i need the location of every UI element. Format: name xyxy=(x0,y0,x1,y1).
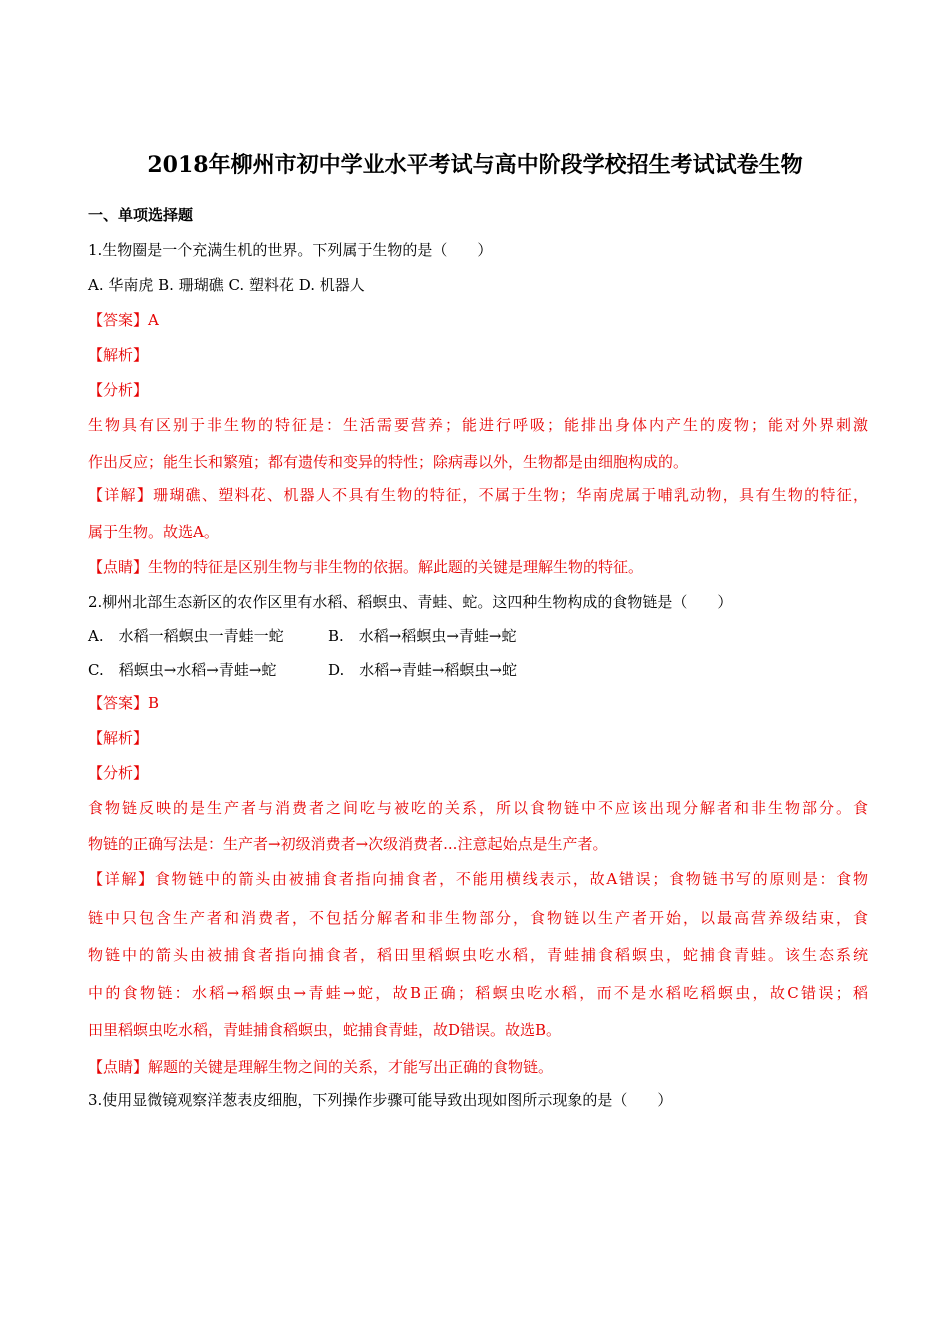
q2-option-b: B. 水稻→稻螟虫→青蛙→蛇 xyxy=(328,627,517,645)
q2-detail-line-2: 链中只包含生产者和消费者，不包括分解者和非生物部分，食物链以生产者开始，以最高营养级结束，食 xyxy=(88,909,868,927)
q2-detail-line-5: 田里稻螟虫吃水稻，青蛙捕食稻螟虫，蛇捕食青蛙，故D错误。故选B。 xyxy=(88,1021,562,1039)
q2-jiexi-label: 【解析】 xyxy=(88,729,149,747)
q2-analysis-line-2: 物链的正确写法是：生产者→初级消费者→次级消费者...注意起始点是生产者。 xyxy=(88,835,608,853)
q2-tip: 【点睛】解题的关键是理解生物之间的关系，才能写出正确的食物链。 xyxy=(88,1058,554,1076)
q2-detail-line-4: 中的食物链：水稻→稻螟虫→青蛙→蛇，故B正确；稻螟虫吃水稻，而不是水稻吃稻螟虫，故C错误；稻 xyxy=(88,984,868,1002)
q2-fenxi-label: 【分析】 xyxy=(88,764,149,782)
q2-answer: 【答案】B xyxy=(88,694,160,712)
q1-analysis-line-2: 作出反应；能生长和繁殖；都有遗传和变异的特性；除病毒以外，生物都是由细胞构成的。 xyxy=(88,453,689,471)
q1-detail-line-1: 【详解】珊瑚礁、塑料花、机器人不具有生物的特征，不属于生物；华南虎属于哺乳动物，具有生物的特征， xyxy=(88,486,868,504)
q1-tip: 【点睛】生物的特征是区别生物与非生物的依据。解此题的关键是理解生物的特征。 xyxy=(88,558,644,576)
q2-question: 2.柳州北部生态新区的农作区里有水稻、稻螟虫、青蛙、蛇。这四种生物构成的食物链是（ ） xyxy=(88,593,733,611)
q1-question: 1.生物圈是一个充满生机的世界。下列属于生物的是（ ） xyxy=(88,241,493,259)
q2-detail-line-1: 【详解】食物链中的箭头由被捕食者指向捕食者，不能用横线表示，故A错误；食物链书写的原则是：食物 xyxy=(88,870,868,888)
q1-analysis-line-1: 生物具有区别于非生物的特征是：生活需要营养；能进行呼吸；能排出身体内产生的废物；能对外界刺激 xyxy=(88,416,868,434)
q1-options: A. 华南虎 B. 珊瑚礁 C. 塑料花 D. 机器人 xyxy=(88,276,365,294)
q1-fenxi-label: 【分析】 xyxy=(88,381,149,399)
page-title: 2018年柳州市初中学业水平考试与高中阶段学校招生考试试卷生物 xyxy=(147,152,803,178)
q1-answer: 【答案】A xyxy=(88,311,159,329)
q2-analysis-line-1: 食物链反映的是生产者与消费者之间吃与被吃的关系，所以食物链中不应该出现分解者和非生物部分。食 xyxy=(88,799,868,817)
q2-detail-line-3: 物链中的箭头由被捕食者指向捕食者，稻田里稻螟虫吃水稻，青蛙捕食稻螟虫，蛇捕食青蛙。该生态系统 xyxy=(88,946,868,964)
q2-option-c: C. 稻螟虫→水稻→青蛙→蛇 xyxy=(88,661,277,679)
q1-detail-line-2: 属于生物。故选A。 xyxy=(88,523,219,541)
section-heading: 一、单项选择题 xyxy=(88,206,194,224)
q1-jiexi-label: 【解析】 xyxy=(88,346,149,364)
q2-option-a: A. 水稻一稻螟虫一青蛙一蛇 xyxy=(88,627,284,645)
q3-question: 3.使用显微镜观察洋葱表皮细胞，下列操作步骤可能导致出现如图所示现象的是（ ） xyxy=(88,1091,673,1109)
q2-option-d: D. 水稻→青蛙→稻螟虫→蛇 xyxy=(328,661,517,679)
